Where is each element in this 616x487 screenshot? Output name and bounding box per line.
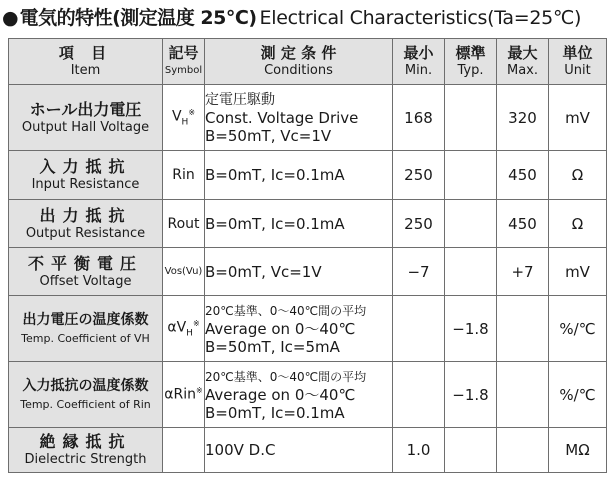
condition-line-1: B=0mT, Vc=1V xyxy=(205,262,322,281)
header-conditions-jp: 測 定 条 件 xyxy=(260,44,337,62)
title-english: Electrical Characteristics(Ta=25℃) xyxy=(259,7,582,29)
item-cell xyxy=(9,428,163,473)
item-jp: ホール出力電圧 xyxy=(29,99,142,119)
min-value: 168 xyxy=(393,85,445,151)
item-en: Output Hall Voltage xyxy=(21,119,150,135)
max-value: +7 xyxy=(497,248,549,296)
item-en: Output Resistance xyxy=(25,225,146,241)
item-cell xyxy=(9,248,163,296)
symbol-cell xyxy=(163,296,205,362)
condition-line-1: 100V D.C xyxy=(205,441,276,459)
typ-value xyxy=(445,200,497,248)
header-row xyxy=(9,39,607,85)
condition-line-2: B=50mT, Vc=1V xyxy=(205,126,332,145)
typ-value: −1.8 xyxy=(445,296,497,362)
table-row xyxy=(9,200,607,248)
item-cell xyxy=(9,200,163,248)
typ-value xyxy=(445,151,497,200)
item-cell xyxy=(9,85,163,151)
condition-jp: 20℃基準、0〜40℃間の平均 xyxy=(205,303,367,318)
header-symbol-jp: 記号 xyxy=(168,44,199,62)
symbol-subscript: H xyxy=(186,328,193,339)
min-value xyxy=(393,362,445,428)
max-value: 450 xyxy=(497,200,549,248)
symbol-text: αV xyxy=(167,319,187,336)
typ-value xyxy=(445,428,497,473)
symbol-text: Rout xyxy=(163,200,205,248)
title-japanese: 電気的特性(測定温度 25℃) xyxy=(19,7,257,29)
header-unit xyxy=(549,39,607,85)
unit-value: %/℃ xyxy=(549,362,607,428)
item-en: Temp. Coefficient of Rin xyxy=(20,397,151,411)
max-value xyxy=(497,296,549,362)
item-en: Input Resistance xyxy=(31,177,140,192)
symbol-cell xyxy=(163,362,205,428)
unit-value: mV xyxy=(549,85,607,151)
min-value xyxy=(393,296,445,362)
item-jp: 出力電圧の温度係数 xyxy=(22,311,149,328)
symbol-text xyxy=(163,428,205,473)
title-bullet: ● xyxy=(2,7,19,29)
condition-line-1: B=0mT, Ic=0.1mA xyxy=(205,214,345,233)
conditions-cell xyxy=(205,362,393,428)
item-cell xyxy=(9,151,163,200)
max-value: 450 xyxy=(497,151,549,200)
conditions-cell xyxy=(205,296,393,362)
header-typ xyxy=(445,39,497,85)
header-min-en: Min. xyxy=(404,63,433,78)
header-item-jp: 項 目 xyxy=(58,44,113,62)
condition-line-2: B=0mT, Ic=0.1mA xyxy=(205,403,345,422)
condition-jp: 20℃基準、0〜40℃間の平均 xyxy=(205,369,367,384)
table-row xyxy=(9,248,607,296)
symbol-text: Rin xyxy=(163,151,205,200)
condition-line-1: B=0mT, Ic=0.1mA xyxy=(205,166,345,184)
header-item-en: Item xyxy=(70,63,101,78)
conditions-cell xyxy=(205,248,393,296)
table-row xyxy=(9,362,607,428)
header-typ-jp: 標準 xyxy=(455,44,486,62)
item-jp: 絶縁抵抗 xyxy=(39,432,132,451)
item-jp: 不平衡電圧 xyxy=(27,253,143,273)
header-max xyxy=(497,39,549,85)
min-value: −7 xyxy=(393,248,445,296)
header-unit-en: Unit xyxy=(564,63,591,78)
header-max-jp: 最大 xyxy=(507,44,538,62)
page-title xyxy=(2,3,581,33)
symbol-text: V xyxy=(171,108,182,125)
typ-value: −1.8 xyxy=(445,362,497,428)
symbol-note-mark: ※ xyxy=(188,107,196,117)
item-en: Dielectric Strength xyxy=(24,452,147,467)
condition-line-1: Average on 0〜40℃ xyxy=(205,319,356,338)
table-row xyxy=(9,428,607,473)
condition-line-2: B=50mT, Ic=5mA xyxy=(205,337,340,356)
symbol-subscript: H xyxy=(181,117,189,128)
symbol-note-mark: ※ xyxy=(196,386,203,396)
header-typ-en: Typ. xyxy=(457,63,484,78)
unit-value: %/℃ xyxy=(549,296,607,362)
item-cell xyxy=(9,296,163,362)
conditions-cell xyxy=(205,428,393,473)
unit-value: mV xyxy=(549,248,607,296)
symbol-text: αRin xyxy=(164,386,196,403)
header-min xyxy=(393,39,445,85)
item-jp: 出力抵抗 xyxy=(39,205,132,225)
table-row xyxy=(9,151,607,200)
header-min-jp: 最小 xyxy=(403,44,434,62)
symbol-note-mark: ※ xyxy=(192,318,200,328)
header-max-en: Max. xyxy=(506,63,538,78)
item-cell xyxy=(9,362,163,428)
symbol-text: Vos(Vu) xyxy=(163,248,205,296)
table-row xyxy=(9,296,607,362)
electrical-characteristics-table xyxy=(8,38,607,473)
conditions-cell xyxy=(205,200,393,248)
conditions-cell xyxy=(205,151,393,200)
conditions-cell xyxy=(205,85,393,151)
max-value xyxy=(497,362,549,428)
typ-value xyxy=(445,85,497,151)
header-unit-jp: 単位 xyxy=(562,44,593,62)
header-conditions-en: Conditions xyxy=(264,63,333,78)
max-value: 320 xyxy=(497,85,549,151)
condition-jp: 定電圧駆動 xyxy=(205,91,275,108)
item-jp: 入力抵抗の温度係数 xyxy=(22,377,149,394)
min-value: 1.0 xyxy=(393,428,445,473)
min-value: 250 xyxy=(393,200,445,248)
table-row xyxy=(9,85,607,151)
unit-value: MΩ xyxy=(549,428,607,473)
header-symbol xyxy=(163,39,205,85)
condition-line-1: Average on 0〜40℃ xyxy=(205,385,356,404)
typ-value xyxy=(445,248,497,296)
item-en: Temp. Coefficient of VH xyxy=(21,331,150,345)
header-symbol-en: Symbol xyxy=(164,65,203,76)
unit-value: Ω xyxy=(549,151,607,200)
symbol-cell xyxy=(163,85,205,151)
item-en: Offset Voltage xyxy=(39,273,132,289)
min-value: 250 xyxy=(393,151,445,200)
condition-line-1: Const. Voltage Drive xyxy=(205,108,359,127)
item-jp: 入力抵抗 xyxy=(39,157,132,176)
header-conditions xyxy=(205,39,393,85)
max-value xyxy=(497,428,549,473)
header-item xyxy=(9,39,163,85)
unit-value: Ω xyxy=(549,200,607,248)
